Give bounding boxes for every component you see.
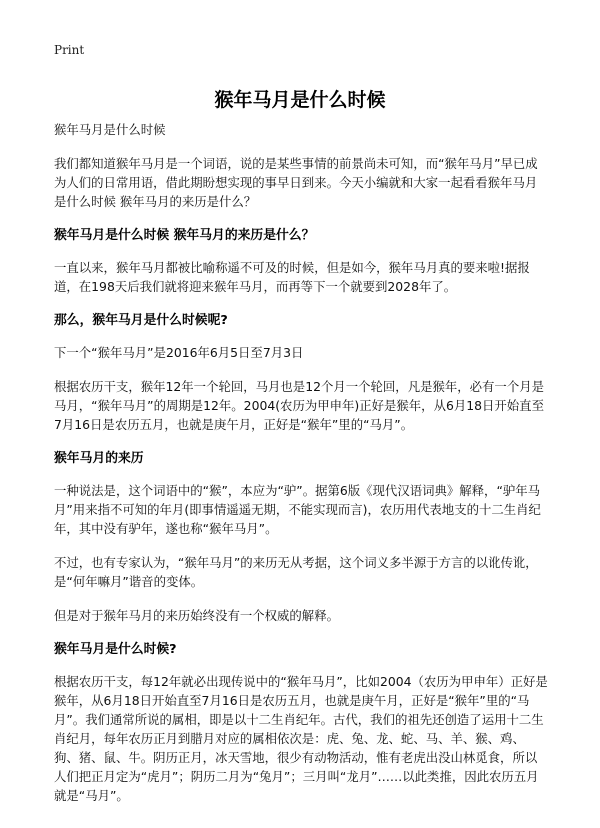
article-subtitle: 猴年马月是什么时候 (54, 122, 166, 137)
section3-paragraph-3: 但是对于猴年马月的来历始终没有一个权威的解释。 (54, 608, 339, 623)
section2-date-paragraph: 下一个“猴年马月”是2016年6月5日至7月3日 (54, 345, 304, 360)
section-heading-origin: 猴年马月的来历 (54, 451, 144, 466)
section-heading-when-2: 猴年马月是什么时候? (54, 642, 177, 657)
section1-paragraph: 一直以来，猴年马月都被比喻称遥不可及的时候，但是如今，猴年马月真的要来啦!据报道，在198天后我们就将迎来猴年马月，而再等下一个就要到2028年了。 (54, 260, 530, 294)
section-heading-origin-question: 猴年马月是什么时候 猴年马月的来历是什么？ (54, 228, 315, 243)
intro-paragraph: 我们都知道猴年马月是一个词语，说的是某些事情的前景尚未可知，而“猴年马月”早已成为人们的日常用语，借此期盼想实现的事早日到来。今天小编就和大家一起看看猴年马月是什么时候 猴年马月的来历是什么？ (54, 156, 538, 209)
page-title: 猴年马月是什么时候 (214, 88, 386, 111)
section3-paragraph-2: 不过，也有专家认为，“猴年马月”的来历无从考据，这个词义多半源于方言的以讹传讹，是“何年嘛月”谐音的变体。 (54, 555, 538, 589)
section-heading-when: 那么，猴年马月是什么时候呢? (54, 313, 228, 328)
article-body (54, 120, 548, 805)
section3-paragraph-1: 一种说法是，这个词语中的“猴”，本应为“驴”。据第6版《现代汉语词典》解释，“驴年马月”用来指不可知的年月(即事情遥遥无期，不能实现而言)，农历用代表地支的十二生肖纪年，其中没有驴年，遂也称“猴年马月”。 (54, 483, 541, 536)
print-label[interactable]: Print (54, 43, 85, 57)
section4-paragraph: 根据农历干支，每12年就必出现传说中的“猴年马月”，比如2004（农历为甲申年）正好是猴年，从6月18日开始直至7月16日是农历五月，也就是庚午月，正好是“猴年”里的“马月”。我们通常所说的属相，即是以十二生肖纪年。古代，我们的祖先还创造了运用十二生肖纪月，每年农历正月到腊月对应的属相依次是：虎、兔、龙、蛇、马、羊、猴、鸡、狗、猪、鼠、牛。阴历正月，冰天雪地，很少有动物活动，惟有老虎出没山林觅食，所以人们把正月定为“虎月”；阴历二月为“兔月”；三月叫“龙月”……以此类推，因此农历五月就是“马月”。 (54, 674, 548, 803)
section2-explanation-paragraph: 根据农历干支，猴年12年一个轮回，马月也是12个月一个轮回，凡是猴年，必有一个月是马月，“猴年马月”的周期是12年。2004(农历为甲申年)正好是猴年，从6月18日开始直至7月16日是农历五月，也就是庚午月，正好是“猴年”里的“马月”。 (54, 379, 544, 432)
